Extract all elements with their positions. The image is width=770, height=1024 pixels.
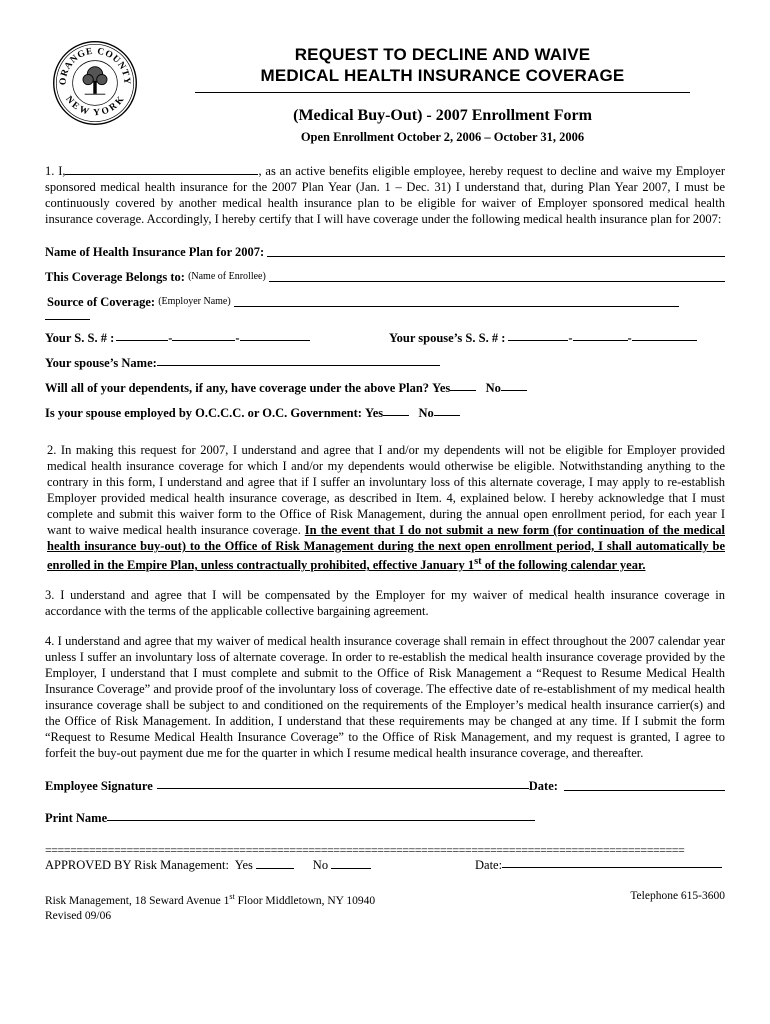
source-coverage-label: Source of Coverage: — [47, 295, 156, 309]
dependents-no-label: No — [485, 381, 501, 395]
section-2 — [45, 442, 725, 573]
coverage-belongs-hint: (Name of Enrollee) — [188, 271, 266, 282]
spouse-employed-no-field[interactable] — [434, 405, 460, 416]
title-block — [195, 44, 690, 145]
approval-yes-label: Yes — [234, 858, 253, 873]
spouse-employed-yes-label: Yes — [365, 406, 384, 420]
spouse-employed-no-label: No — [418, 406, 434, 420]
dependents-row — [45, 380, 725, 396]
footer-address-start: Risk Management, 18 Seward Avenue 1 — [45, 894, 230, 907]
orange-county-seal-icon — [52, 40, 138, 126]
print-name-row — [45, 810, 725, 826]
plan-name-label: Name of Health Insurance Plan for 2007: — [45, 245, 265, 259]
section-2-notice-end: of the following calendar year. — [481, 558, 646, 573]
section-1 — [45, 163, 725, 227]
seal-text-bottom: NEW YORK — [63, 94, 127, 119]
ssn-row: Your S. S. # : - - Your spouse’s S. S. # : - - — [45, 330, 725, 346]
form-title-line-2: MEDICAL HEALTH INSURANCE COVERAGE — [260, 66, 625, 85]
approval-no-field[interactable] — [331, 858, 371, 869]
approval-label: APPROVED BY Risk Management: — [45, 858, 229, 873]
section-2-text: 2. In making this request for 2007, I understand and agree that I and/or my dependents will not be eligible for Employer provided medical health insurance coverage for which I and/or my dependents would otherwise be eligible. Notwithstanding anything to the contrary in this form, I understand and agree that if I suffer an involuntary loss of this alternate coverage, I may apply to re-establish Employer provided medical health insurance coverage, as described in Item. 4, explained below. I hereby acknowledge that I must complete and submit this waiver form to the Office of Risk Management, during the annual open enrollment period, for each year I want to waive medical health insurance coverage. — [47, 443, 725, 537]
coverage-belongs-label: This Coverage Belongs to: — [45, 270, 185, 284]
section-4: 4. I understand and agree that my waiver of medical health insurance coverage shall remain in effect throughout the 2007 calendar year unless I suffer an involuntary loss of alternate coverage. In order to re-establish the medical health insurance coverage provided by the Employer, I understand that I must complete and submit to the Office of Risk Management a “Request to Resume Medical Health Insurance Coverage” and provide proof of the involuntary loss of coverage. The effective date of re-establishment of my medical health insurance coverage shall be subject to and conditioned on the requirements of the Employer’s medical health insurance carrier(s) and the Office of Risk Management. In addition, I understand that these requirements may be changed at any time. If I submit the form “Request to Resume Medical Health Insurance Coverage” to the Office of Risk Management, and my request is granted, I agree to forfeit the buy-out payment due me for the quarter in which I resume medical health insurance coverage, and thereafter. — [45, 634, 725, 761]
footer-revised: Revised 09/06 — [45, 909, 112, 922]
form-title-line-1: REQUEST TO DECLINE AND WAIVE — [294, 45, 591, 64]
approval-yes-field[interactable] — [256, 858, 294, 869]
approval-no-label: No — [312, 858, 329, 873]
spouse-ssn-part-3[interactable] — [632, 330, 697, 341]
approval-date-label: Date: — [475, 858, 503, 873]
approval-date-field[interactable] — [502, 857, 722, 868]
section-1-text: , as an active benefits eligible employee, hereby request to decline and waive my Employer sponsored medical health insurance for the 2007 Plan Year (Jan. 1 – Dec. 31) I understand that, during Plan Year 2007, I must be continuously covered by another medical health insurance plan to be eligible for waiver of Employer sponsored medical health insurance coverage. Accordingly, I hereby certify that I will have coverage under the following medical health insurance plan for 2007: — [45, 164, 725, 226]
print-name-field[interactable] — [107, 810, 535, 821]
form-subtitle: (Medical Buy-Out) - 2007 Enrollment Form — [293, 107, 592, 124]
plan-name-row — [45, 244, 725, 260]
footer-address-sup: st — [229, 892, 235, 902]
coverage-belongs-row — [45, 269, 725, 285]
source-coverage-row — [45, 294, 679, 310]
approval-group — [45, 857, 475, 873]
spouse-name-row — [45, 355, 725, 371]
signature-date-label: Date: — [528, 779, 558, 794]
coverage-belongs-field[interactable] — [269, 269, 725, 282]
employee-signature-field[interactable] — [157, 778, 529, 789]
source-coverage-hint: (Employer Name) — [158, 296, 231, 307]
footer-address-end: Floor Middletown, NY 10940 — [234, 894, 376, 907]
seal-text-top: ORANGE COUNTY — [58, 46, 132, 86]
plan-name-field[interactable] — [267, 244, 725, 257]
dependents-question: Will all of your dependents, if any, have coverage under the above Plan? — [45, 381, 430, 395]
signature-date-field[interactable] — [564, 778, 725, 791]
section-2-notice-text: In the event that I do not submit a new form (for continuation of the medical health insurance buy-out) to the Office of Risk Management during the next open enrollment period, I shall automatically be enrolled in the Empire Plan, unless contractually prohibited, effective January 1 — [47, 523, 725, 573]
section-1-start: 1. I, — [45, 164, 66, 178]
enrollment-period: Open Enrollment October 2, 2006 – October 31, 2006 — [300, 130, 585, 144]
footer — [45, 889, 725, 909]
footer-telephone: Telephone 615-3600 — [630, 890, 725, 903]
form-body — [45, 163, 725, 924]
spouse-name-field[interactable] — [157, 355, 440, 366]
your-ssn-part-3[interactable] — [240, 330, 310, 341]
title-divider — [195, 92, 690, 93]
dependents-no-field[interactable] — [501, 380, 527, 391]
spouse-employed-yes-field[interactable] — [383, 405, 409, 416]
employee-signature-label: Employee Signature — [45, 779, 153, 794]
spouse-employed-row — [45, 405, 725, 421]
spouse-ssn-part-2[interactable] — [573, 330, 628, 341]
spouse-ssn-part-1[interactable] — [508, 330, 568, 341]
dependents-yes-label: Yes — [432, 381, 451, 395]
source-coverage-field-continued[interactable] — [45, 310, 90, 320]
your-ssn-part-1[interactable] — [116, 330, 168, 341]
spouse-ssn-label: Your spouse’s S. S. # : — [389, 331, 506, 345]
your-ssn-label: Your S. S. # : — [45, 331, 115, 345]
print-name-label: Print Name — [45, 811, 108, 826]
approval-separator: ====================================================================================================== — [45, 843, 685, 858]
footer-address — [45, 889, 375, 909]
section-3: 3. I understand and agree that I will be compensated by the Employer for my waiver of medical health insurance coverage in accordance with the terms of the applicable collective bargaining agreement. — [45, 588, 725, 619]
employee-name-field[interactable] — [65, 164, 258, 175]
your-ssn-part-2[interactable] — [172, 330, 235, 341]
approval-row — [45, 857, 725, 873]
spouse-employed-question: Is your spouse employed by O.C.C.C. or O.C. Government: — [45, 406, 362, 420]
your-ssn-group: Your S. S. # : - - — [45, 330, 389, 346]
spouse-name-label: Your spouse’s Name: — [45, 356, 157, 370]
section-2-notice-sup: st — [474, 556, 482, 567]
signature-row — [45, 778, 725, 794]
source-coverage-field[interactable] — [234, 294, 679, 307]
dependents-yes-field[interactable] — [450, 380, 476, 391]
